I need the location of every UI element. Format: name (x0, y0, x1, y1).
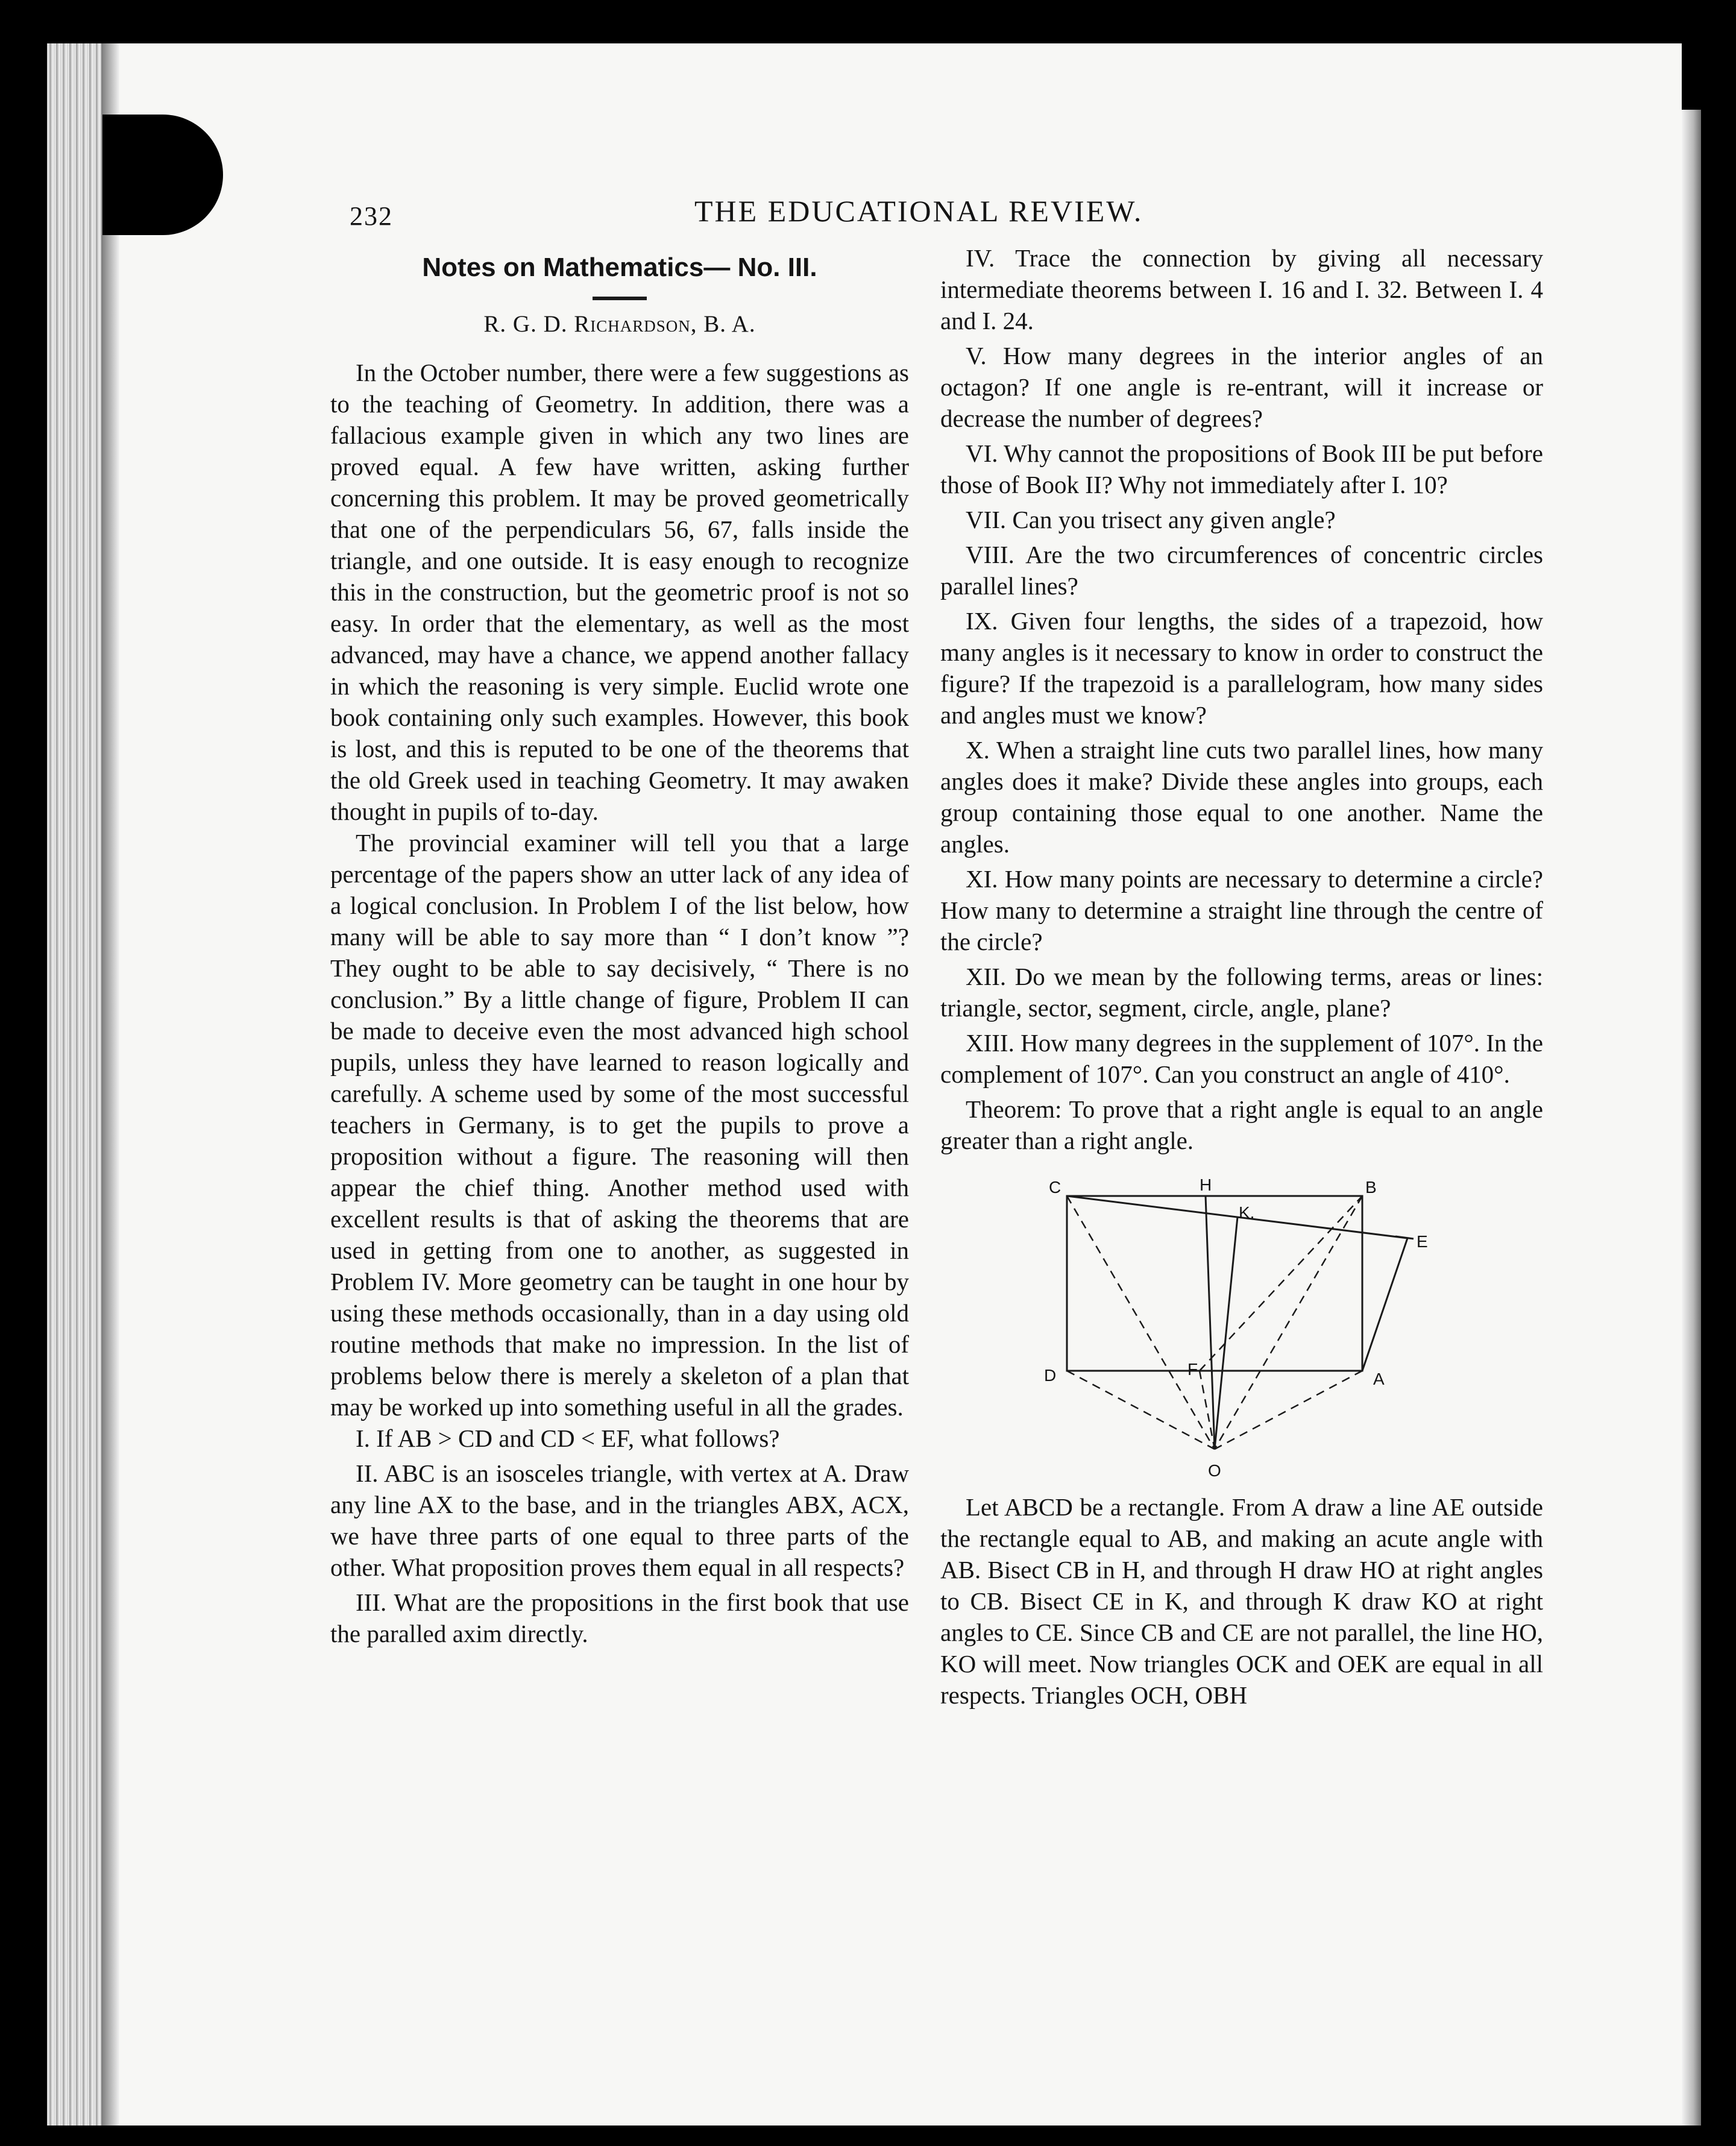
journal-title: THE EDUCATIONAL REVIEW. (694, 194, 1143, 228)
label-c: C (1049, 1178, 1061, 1197)
proof-paragraph: Let ABCD be a rectangle. From A draw a line AE outside the rectangle equal to AB, and making an acute angle with AB. Bisect CB in H, and through H draw HO at right angles to CB. Bisect CE in K, and through K draw KO at right angles to CE. Since CB and CE are not parallel, the line HO, KO will meet. Now triangles OCK and OEK are equal in all respects. Triangles OCH, OBH (940, 1493, 1543, 1709)
problem-11: XI. How many points are necessary to determine a circle? How many to determine a straight line through the centre of the circle? (940, 865, 1543, 955)
label-e: E (1417, 1232, 1428, 1251)
page-right-edge (1682, 43, 1701, 2126)
label-h: H (1200, 1175, 1212, 1194)
line-ho (1206, 1196, 1215, 1449)
binding-shadow (101, 43, 119, 2126)
scan-border-top (0, 0, 1736, 43)
label-o: O (1208, 1461, 1221, 1480)
problem-6: VI. Why cannot the propositions of Book III be put before those of Book II? Why not immediately after I. 10? (940, 439, 1543, 499)
article-title: Notes on Mathematics— No. III. (422, 253, 817, 282)
examiner-paragraph: The provincial examiner will tell you that a large percentage of the papers show an utter lack of any idea of a logical conclusion. In Problem I of the list below, how many will be able to say more than “ I don’t know ”? They ought to be able to say decisively, “ There is no conclusion.” By a little change of figure, Problem II can be made to deceive even the most advanced high school pupils, unless they have learned to reason logically and carefully. A scheme used by some of the most successful teachers in Germany, is to get the pupils to prove a proposition without a figure. The reasoning will then appear the chief thing. Another method used with excellent results is that of asking the theorems that are used in getting from one to another, as suggested in Problem IV. More geometry can be taught in one hour by using these methods occasionally, than in a day using old routine methods that make no impression. In the list of problems below there is merely a skeleton of a plan that may be worked up into something useful in all the grades. (330, 829, 909, 1421)
scan-border-right (1701, 0, 1736, 2146)
label-b: B (1365, 1178, 1377, 1197)
problem-4: IV. Trace the connection by giving all necessary intermediate theorems between I. 16 and I. 32. Between I. 4 and I. 24. (940, 244, 1543, 335)
problem-5: V. How many degrees in the interior angles of an octagon? If one angle is re-entrant, will it increase or decrease the number of degrees? (940, 342, 1543, 432)
author-initials: R. G. D. (483, 311, 574, 337)
label-a: A (1373, 1370, 1385, 1388)
problem-13: XIII. How many degrees in the supplement of 107°. In the complement of 107°. Can you construct an angle of 410°. (940, 1029, 1543, 1088)
dashed-oc (1067, 1196, 1215, 1449)
dashed-ob (1215, 1196, 1362, 1449)
scan-border-bottom (0, 2126, 1736, 2146)
page-number: 232 (350, 201, 393, 231)
problem-8: VIII. Are the two circumferences of concentric circles parallel lines? (940, 541, 1543, 600)
scan-border-left (0, 0, 47, 2146)
intro-paragraph: In the October number, there were a few suggestions as to the teaching of Geometry. In addition, there was a fallacious example given in which any two lines are proved equal. A few have written, asking further concerning this problem. It may be proved geometrically that one of the perpendiculars 56, 67, falls inside the triangle, and one outside. It is easy enough to recognize this in the construction, but the geometric proof is not so easy. In order that the elementary, as well as the most advanced, may have a chance, we append another fallacy in which the reasoning is very simple. Euclid wrote one book containing only such examples. However, this book is lost, and this is reputed to be one of the theorems that the old Greek used in teaching Geometry. It may awaken thought in pupils of to-day. (330, 359, 909, 825)
label-k: K. (1239, 1203, 1255, 1222)
book-page-edges (47, 43, 101, 2126)
problem-2: II. ABC is an isosceles triangle, with vertex at A. Draw any line AX to the base, and in the triangles ABX, ACX, we have three parts of one equal to three parts of the other. What proposition proves them equal in all respects? (330, 1459, 909, 1581)
e-tick (1395, 1236, 1414, 1239)
label-d: D (1044, 1366, 1057, 1385)
author-surname: Richardson (574, 311, 691, 337)
left-column (330, 247, 909, 1653)
line-ae (1362, 1238, 1407, 1371)
author-degree: , B. A. (690, 311, 756, 337)
binding-clip (102, 115, 223, 235)
label-f: F (1187, 1360, 1198, 1379)
rectangle-abcd (1067, 1196, 1362, 1371)
problem-1: I. If AB > CD and CD < EF, what follows? (356, 1424, 780, 1452)
problem-10: X. When a straight line cuts two parallel lines, how many angles does it make? Divide these angles into groups, each group containing those equal to one another. Name the angles. (940, 736, 1543, 858)
problem-12: XII. Do we mean by the following terms, areas or lines: triangle, sector, segment, circle, angle, plane? (940, 963, 1543, 1022)
title-rule (593, 297, 647, 300)
theorem-statement: Theorem: To prove that a right angle is equal to an angle greater than a right angle. (940, 1095, 1543, 1154)
problem-7: VII. Can you trisect any given angle? (966, 506, 1336, 533)
page-header (350, 190, 1555, 238)
geometry-figure (940, 1166, 1543, 1479)
problem-3: III. What are the propositions in the first book that use the paralled axim directly. (330, 1588, 909, 1647)
right-column (940, 242, 1543, 1711)
article-author (330, 309, 909, 340)
problem-9: IX. Given four lengths, the sides of a trapezoid, how many angles is it necessary to know in order to construct the figure? If the trapezoid is a parallelogram, how many sides and angles must we know? (940, 607, 1543, 729)
